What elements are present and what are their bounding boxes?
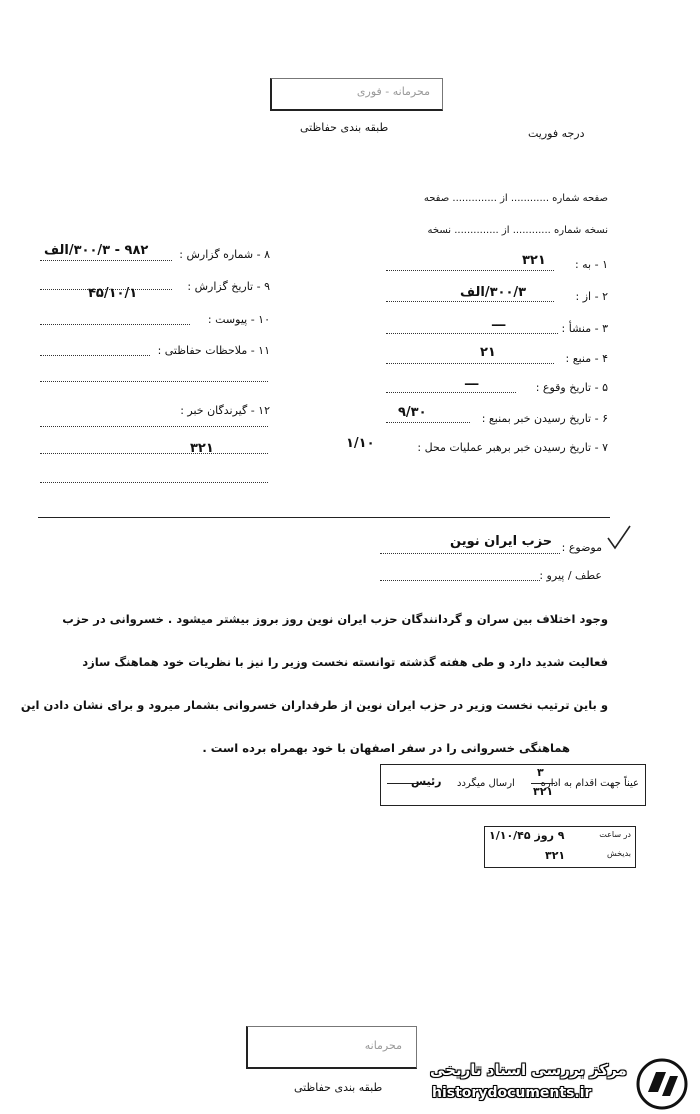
watermark-url: historydocuments.ir [432,1085,592,1101]
archive-logo-icon [636,1058,688,1110]
field-value-local-date: ۱/۱۰ [346,436,375,451]
action-signature: رئیس [411,775,442,788]
action-text: عیناً جهت اقدام به اداره [540,778,639,789]
field-value-recipients: ۳۲۱ [190,441,214,456]
field-line-origin [386,333,558,334]
field-label-local-date: ۷ - تاریخ رسیدن خبر برهبر عملیات محل : [417,441,608,454]
watermark-title: مرکز بررسی اسناد تاریخی [430,1061,627,1079]
field-value-source-date: ۹/۳۰ [398,405,427,420]
field-label-source-date: ۶ - تاریخ رسیدن خبر بمنبع : [481,412,608,425]
section-divider [38,517,610,518]
field-line-recipients-1 [40,426,268,427]
body-line-4: هماهنگی خسروانی را در سفر اصفهان با خود بهمراه برده است . [202,741,570,755]
field-line-to [386,270,554,271]
reference-label: عطف / پیرو : [539,569,602,582]
subject-label: موضوع : [561,541,602,554]
subject-line [380,553,560,554]
action-signature-stroke [387,783,431,784]
field-value-to: ۳۲۱ [522,253,546,268]
field-label-origin: ۳ - منشأ : [561,322,608,335]
field-label-to: ۱ - به : [574,258,608,271]
top-classification-stamp [270,78,443,111]
field-label-occurrence-date: ۵ - تاریخ وقوع : [535,381,608,394]
registry-line1-value: ۹ روز ۱/۱۰/۴۵ [489,829,565,842]
field-label-report-date: ۹ - تاریخ گزارش : [187,280,270,293]
field-line-security-notes [40,355,150,356]
action-box [380,764,646,806]
field-value-report-number: ۹۸۲ - ۳۰۰/۳/الف [44,243,149,258]
subject-value: حزب ایران نوین [450,534,553,549]
field-line-from [386,301,554,302]
body-line-1: وجود اختلاف بین سران و گردانندگان حزب ایران نوین روز بروز بیشتر میشود . خسروانی در حزب [62,612,608,626]
field-label-report-number: ۸ - شماره گزارش : [179,248,270,261]
registry-line2-value: ۳۲۱ [545,849,566,862]
field-line-source-date [386,422,470,423]
field-line-source [386,363,554,364]
field-label-recipients: ۱۲ - گیرندگان خبر : [180,404,270,417]
action-fraction-bottom: ۳۲۱ [533,785,554,798]
registry-stamp [484,826,636,868]
field-label-source: ۴ - منبع : [565,352,608,365]
field-line-report-number [40,260,172,261]
classification-label-top: طبقه بندی حفاظتی [300,121,389,134]
urgency-label: درجه فوریت [528,127,585,140]
top-stamp-text: محرمانه - فوری [356,85,430,98]
action-fraction-bar [531,783,555,784]
field-value-source: ۲۱ [480,345,496,360]
field-line-recipients-2 [40,453,268,454]
field-line-recipients-3 [40,482,268,483]
bottom-stamp-text: محرمانه [364,1039,402,1052]
field-line-occurrence-date [386,392,516,393]
registry-line2-label: بدیخش [606,849,631,858]
field-value-origin: ـــ [492,315,506,330]
action-fraction-top: ۳ [537,766,544,779]
field-label-attachment: ۱۰ - پیوست : [207,313,270,326]
page-number-line: صفحه شماره ............ از .............. صفحه [423,193,608,204]
registry-line1-label: در ساعت [599,830,631,839]
field-value-from: ۳۰۰/۳/الف [460,285,527,300]
reference-line [380,580,540,581]
action-sent-text: ارسال میگردد [457,778,515,789]
checkmark-icon [606,524,632,552]
field-value-report-date: ۴۵/۱۰/۱ [88,286,138,301]
body-line-3: و باین ترتیب نخست وزیر در حزب ایران نوین از طرفداران خسروانی بشمار میرود و برای نشان دادن این [20,698,608,712]
field-value-occurrence-date: ـــ [465,374,479,389]
classification-label-bottom: طبقه بندی حفاظتی [294,1081,383,1094]
field-label-from: ۲ - از : [575,290,608,303]
bottom-classification-stamp [246,1026,417,1069]
copy-number-line: نسخه شماره ............ از .............. نسخه [427,225,608,236]
field-label-security-notes: ۱۱ - ملاحظات حفاظتی : [157,344,270,357]
field-line-attachment [40,324,190,325]
body-line-2: فعالیت شدید دارد و طی هفته گذشته توانسته نخست وزیر را نیز با نظریات خود هماهنگ سازد [82,655,608,669]
field-line-security-notes-2 [40,381,268,382]
